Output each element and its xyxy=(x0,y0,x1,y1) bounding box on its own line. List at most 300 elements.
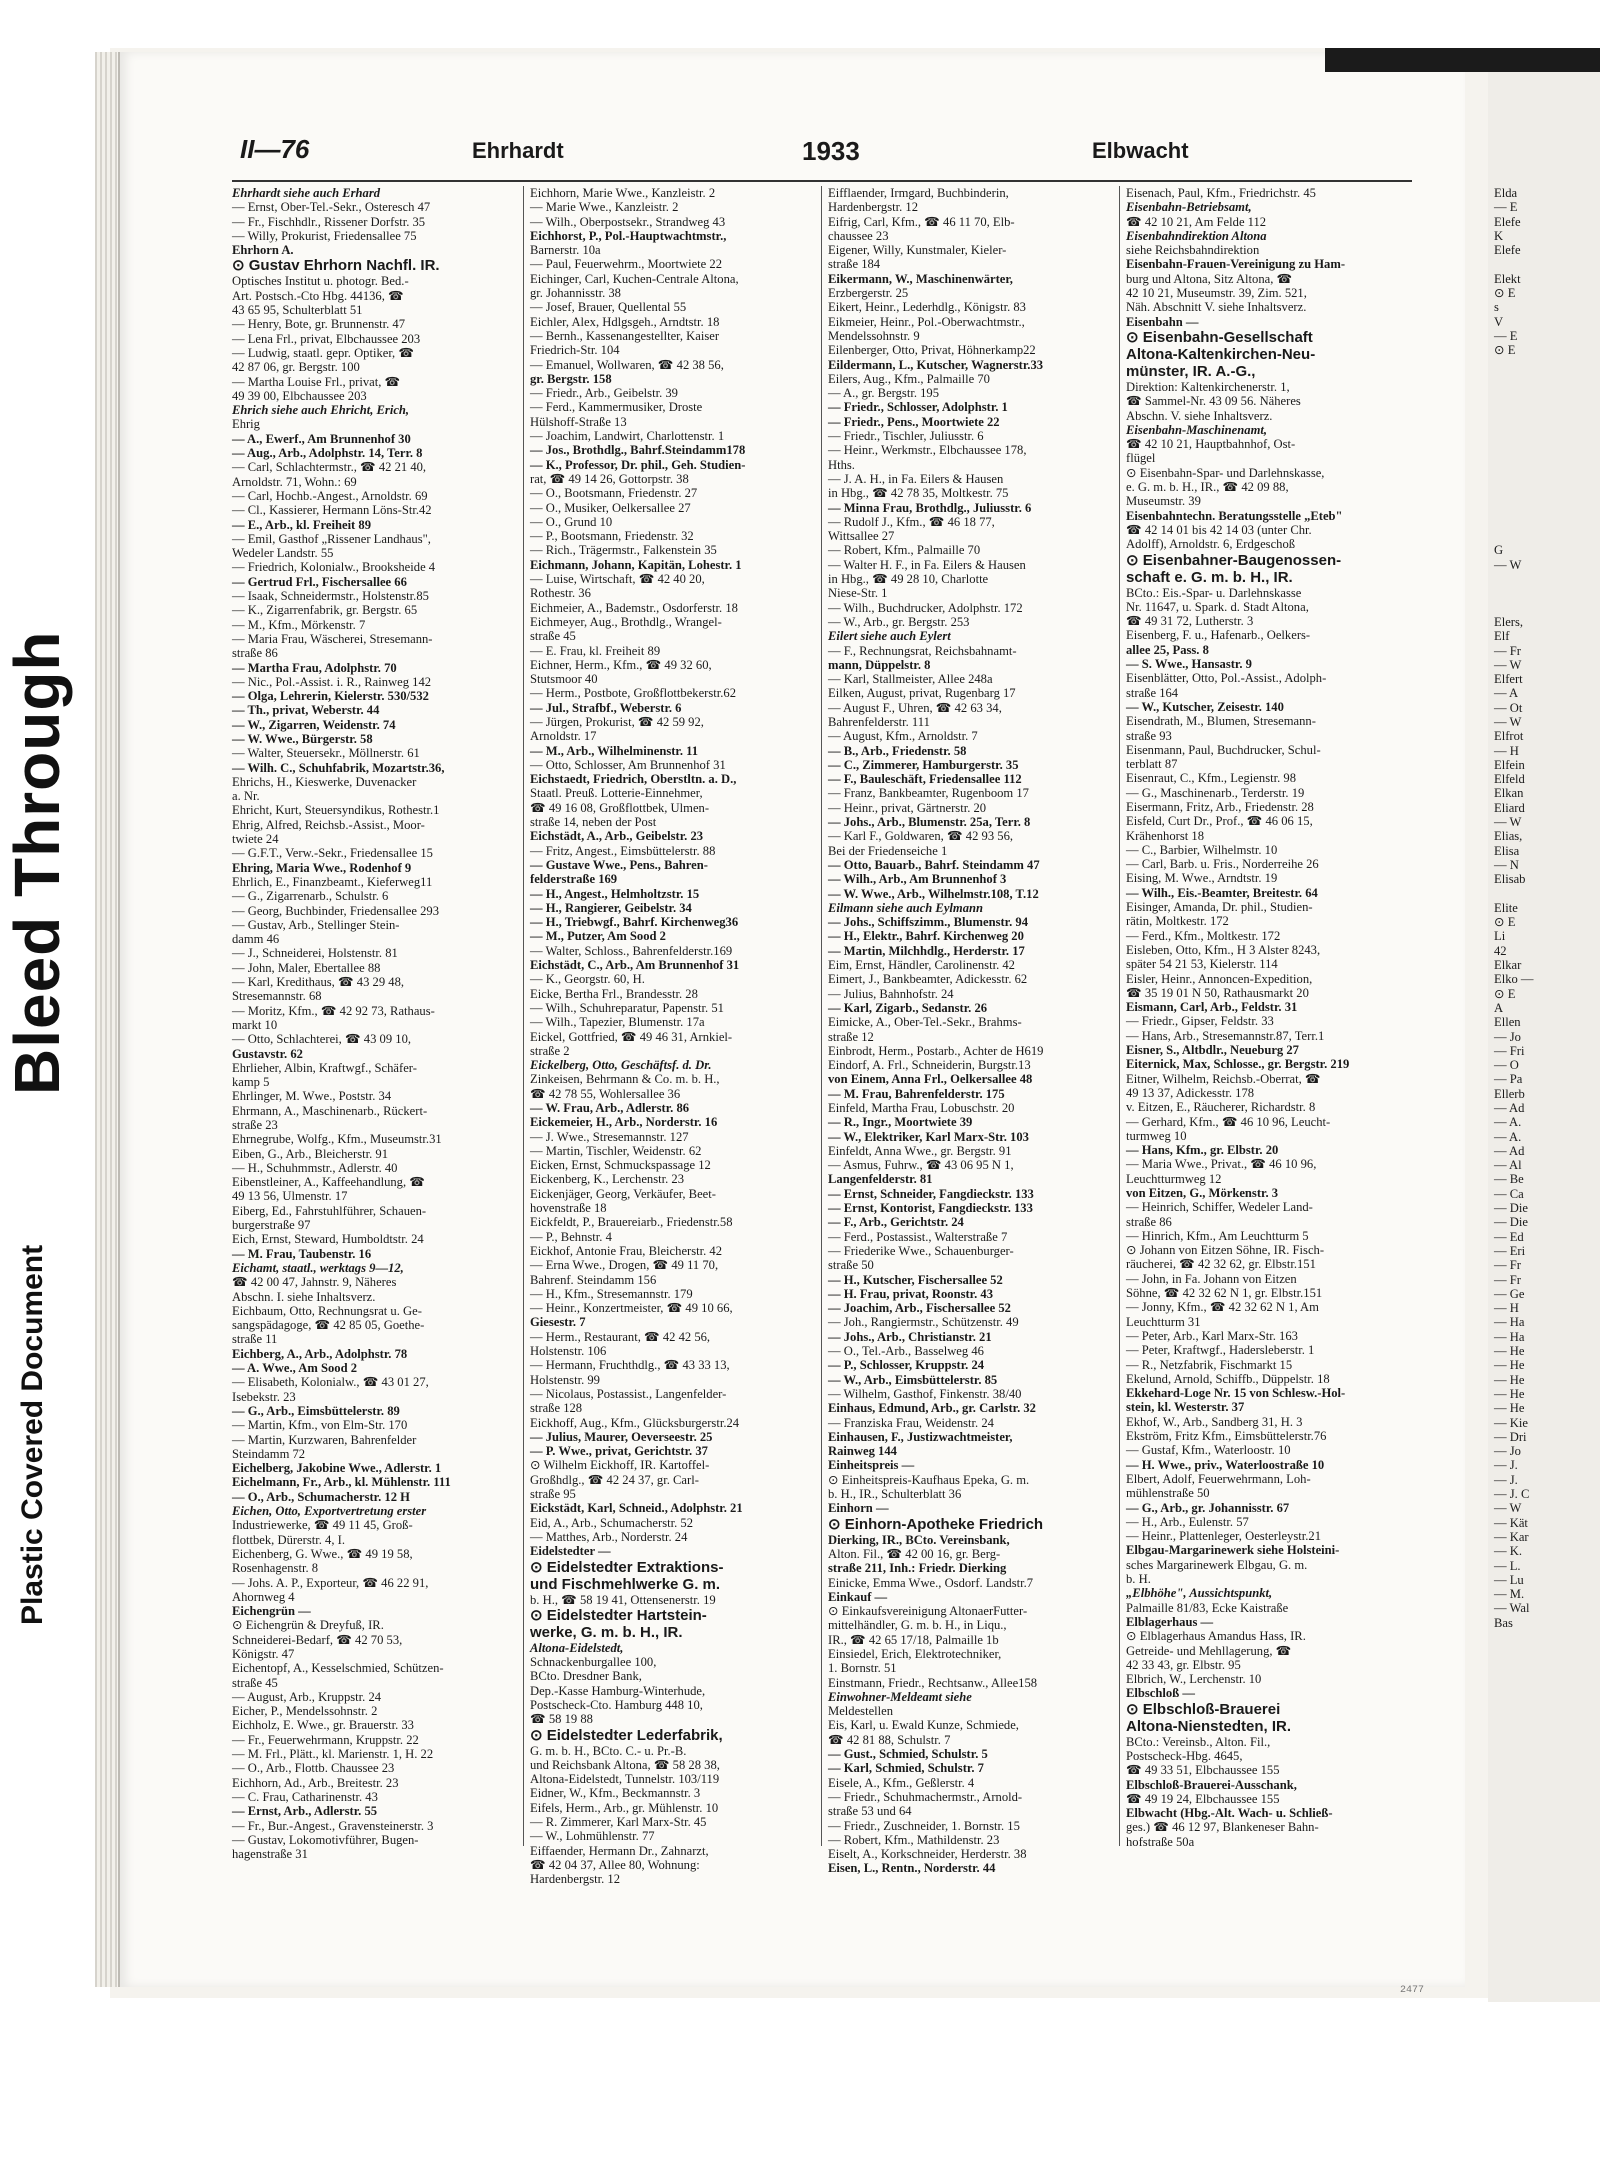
directory-entry: 42 33 43, gr. Elbstr. 95 xyxy=(1126,1657,1241,1672)
directory-entry: — Ernst, Ober-Tel.-Sekr., Osteresch 47 xyxy=(232,200,431,215)
facing-page-line: — Dri xyxy=(1494,1429,1527,1444)
directory-entry: — Friedr., Pens., Moortwiete 22 xyxy=(828,414,1000,429)
directory-entry: Leuchtturm 31 xyxy=(1126,1314,1201,1329)
directory-entry: Rothestr. 36 xyxy=(530,586,591,601)
directory-entry: — Wilh., Oberpostsekr., Strandweg 43 xyxy=(530,214,726,229)
directory-entry: Eim, Ernst, Händler, Carolinenstr. 42 xyxy=(828,958,1015,973)
directory-entry: — Friedr., Tischler, Juliusstr. 6 xyxy=(828,429,984,444)
directory-entry: Eicke, Bertha Frl., Brandesstr. 28 xyxy=(530,986,698,1001)
directory-entry: straße 2 xyxy=(530,1043,570,1058)
directory-entry: — Friederike Wwe., Schauenburger- xyxy=(828,1243,1014,1258)
directory-entry: Eisner, S., Altbdlr., Neueburg 27 xyxy=(1126,1043,1299,1058)
directory-entry: Elbgau-Margarinewerk siehe Holsteini- xyxy=(1126,1543,1340,1558)
directory-entry: — P., Schlosser, Kruppstr. 24 xyxy=(828,1358,985,1373)
directory-entry: — Lena Frl., privat, Elbchaussee 203 xyxy=(232,331,421,346)
directory-entry: Eisenbahndirektion Altona xyxy=(1126,228,1267,243)
directory-entry: — Emanuel, Wollwaren, ☎ 42 38 56, xyxy=(530,357,724,372)
directory-entry: — O., Bootsmann, Friedenstr. 27 xyxy=(530,486,698,501)
directory-entry: — Cl., Kassierer, Hermann Löns-Str.42 xyxy=(232,503,432,518)
directory-entry: ☎ 42 78 55, Wohlersallee 36 xyxy=(530,1086,681,1101)
directory-entry: straße 45 xyxy=(530,629,576,644)
facing-page-line: — N xyxy=(1494,857,1519,872)
directory-entry: — M., Kfm., Mörkenstr. 7 xyxy=(232,617,366,632)
directory-entry: Industriewerke, ☎ 49 11 45, Groß- xyxy=(232,1518,413,1533)
directory-entry: — Hans, Kfm., gr. Elbstr. 20 xyxy=(1126,1143,1279,1158)
directory-entry: — Fritz, Angest., Eimsbüttelerstr. 88 xyxy=(530,843,716,858)
directory-entry: in Hbg., ☎ 42 78 35, Moltkestr. 75 xyxy=(828,486,1009,501)
directory-entry: ☎ 42 10 21, Am Felde 112 xyxy=(1126,214,1267,229)
directory-entry: — Walter H. F., in Fa. Eilers & Hausen xyxy=(828,557,1026,572)
directory-entry: ⊙ Eidelstedter Lederfabrik, xyxy=(530,1726,723,1744)
directory-entry: Eilers, Aug., Kfm., Palmaille 70 xyxy=(828,371,990,386)
directory-entry: mann, Düppelstr. 8 xyxy=(828,657,931,672)
directory-entry: Wittsallee 27 xyxy=(828,529,895,544)
directory-column-1 xyxy=(232,186,514,1862)
directory-entry: Elbschloß-Brauerei-Ausschank, xyxy=(1126,1777,1297,1792)
directory-entry: 42 87 06, gr. Bergstr. 100 xyxy=(232,360,360,375)
directory-entry: — Gustav, Arb., Stellinger Stein- xyxy=(232,917,400,932)
directory-entry: allee 25, Pass. 8 xyxy=(1126,642,1209,657)
directory-entry: Großhdlg., ☎ 42 24 37, gr. Carl- xyxy=(530,1472,699,1487)
directory-entry: Eimicke, A., Ober-Tel.-Sekr., Brahms- xyxy=(828,1015,1022,1030)
directory-entry: — Ferd., Kfm., Moltkestr. 172 xyxy=(1126,928,1281,943)
directory-entry: Eichstädt, A., Arb., Geibelstr. 23 xyxy=(530,829,704,844)
directory-entry: — Karl F., Goldwaren, ☎ 42 93 56, xyxy=(828,829,1014,844)
facing-page-line: Elias, xyxy=(1494,829,1523,844)
facing-page-line xyxy=(1494,486,1594,500)
directory-entry: — Friedr., Gipser, Feldstr. 33 xyxy=(1126,1014,1274,1029)
facing-page-line: — Be xyxy=(1494,1172,1524,1187)
directory-entry: — Jonny, Kfm., ☎ 42 32 62 N 1, Am xyxy=(1126,1300,1319,1315)
directory-entry: Ekkehard-Loge Nr. 15 von Schlesw.-Hol- xyxy=(1126,1386,1346,1401)
directory-entry: Eisermann, Fritz, Arb., Friedenstr. 28 xyxy=(1126,799,1314,814)
directory-entry: — Fr., Bur.-Angest., Gravensteinerstr. 3 xyxy=(232,1818,434,1833)
directory-entry: ☎ 49 19 24, Elbchaussee 155 xyxy=(1126,1791,1280,1806)
directory-entry: — Hans, Arb., Stresemannstr.87, Terr.1 xyxy=(1126,1028,1325,1043)
directory-entry: — Herm., Postbote, Großflottbekerstr.62 xyxy=(530,686,737,701)
directory-entry: — R., Ingr., Moortwiete 39 xyxy=(828,1115,973,1130)
directory-entry: und Fischmehlwerke G. m. xyxy=(530,1575,721,1593)
page-number: II—76 xyxy=(240,134,310,164)
directory-entry: Ehrlieher, Albin, Kraftwgf., Schäfer- xyxy=(232,1060,417,1075)
facing-page-line: Elf xyxy=(1494,629,1510,644)
directory-entry: mühlenstraße 50 xyxy=(1126,1486,1210,1501)
directory-entry: Eichberg, A., Arb., Adolphstr. 78 xyxy=(232,1346,408,1361)
directory-entry: — Heinr., Plattenleger, Oesterleystr.21 xyxy=(1126,1529,1321,1544)
directory-entry: burg und Altona, Sitz Altona, ☎ xyxy=(1126,271,1293,286)
directory-entry: — Fr., Fischhdlr., Rissener Dorfstr. 35 xyxy=(232,214,426,229)
directory-entry: Eichentopf, A., Kesselschmied, Schützen- xyxy=(232,1661,444,1676)
facing-page-line: — Kie xyxy=(1494,1415,1528,1430)
directory-entry: Eichmeier, A., Bademstr., Osdorferstr. 18 xyxy=(530,600,738,615)
directory-entry: 49 13 56, Ulmenstr. 17 xyxy=(232,1189,348,1204)
facing-page-line: — W xyxy=(1494,657,1522,672)
directory-entry: Eifels, Herm., Arb., gr. Mühlenstr. 10 xyxy=(530,1800,719,1815)
directory-entry: siehe Reichsbahndirektion xyxy=(1126,243,1260,258)
directory-entry: — August F., Uhren, ☎ 42 63 34, xyxy=(828,700,1002,715)
facing-page-line: — H xyxy=(1494,743,1519,758)
directory-entry: — Joachim, Landwirt, Charlottenstr. 1 xyxy=(530,429,725,444)
directory-entry: ⊙ Eichengrün & Dreyfuß, IR. xyxy=(232,1618,384,1633)
directory-entry: Ahornweg 4 xyxy=(232,1589,295,1604)
directory-entry: — A. Wwe., Am Sood 2 xyxy=(232,1361,358,1376)
directory-entry: Einkauf — xyxy=(828,1589,888,1604)
directory-entry: — H., Schuhmmstr., Adlerstr. 40 xyxy=(232,1160,398,1175)
directory-entry: — Robert, Kfm., Palmaille 70 xyxy=(828,543,981,558)
header-first-entry: Ehrhardt xyxy=(472,138,564,163)
directory-entry: ☎ 49 31 72, Lutherstr. 3 xyxy=(1126,614,1254,629)
directory-entry: Eismann, Carl, Arb., Feldstr. 31 xyxy=(1126,1000,1298,1015)
directory-entry: 43 65 95, Schulterblatt 51 xyxy=(232,303,363,318)
facing-page-line: — Ca xyxy=(1494,1186,1524,1201)
directory-entry: — Wilh., Tapezier, Blumenstr. 17a xyxy=(530,1015,705,1030)
directory-entry: Eickenjäger, Georg, Verkäufer, Beet- xyxy=(530,1186,716,1201)
directory-entry: Optisches Institut u. photogr. Bed.- xyxy=(232,274,409,289)
directory-entry: Eifflaender, Irmgard, Buchbinderin, xyxy=(828,186,1009,200)
directory-entry: markt 10 xyxy=(232,1017,278,1032)
directory-entry: straße 86 xyxy=(232,646,278,661)
directory-entry: Eickel, Gottfried, ☎ 49 46 31, Arnkiel- xyxy=(530,1029,733,1044)
facing-page-line: V xyxy=(1494,314,1504,329)
directory-entry: Ehricht, Kurt, Steuersyndikus, Rothestr.1 xyxy=(232,803,440,818)
facing-page-line: Li xyxy=(1494,929,1506,944)
directory-entry: — W., Lohmühlenstr. 77 xyxy=(530,1829,655,1844)
facing-page-line: — O xyxy=(1494,1058,1519,1073)
facing-page-line: Elfrot xyxy=(1494,729,1524,744)
directory-entry: Eiselt, A., Korkschneider, Herderstr. 38 xyxy=(828,1847,1027,1862)
directory-entry: Eichenberg, G. Wwe., ☎ 49 19 58, xyxy=(232,1546,413,1561)
directory-entry: — W., Zigarren, Weidenstr. 74 xyxy=(232,717,396,732)
facing-page-line: — Eri xyxy=(1494,1243,1526,1258)
directory-entry: Eisinger, Amanda, Dr. phil., Studien- xyxy=(1126,900,1313,915)
facing-page-line: — Ad xyxy=(1494,1143,1525,1158)
directory-entry: Eichmann, Johann, Kapitän, Lohestr. 1 xyxy=(530,557,742,572)
directory-entry: straße 86 xyxy=(1126,1214,1172,1229)
directory-entry: Holstenstr. 106 xyxy=(530,1344,607,1359)
directory-entry: BCto. Dresdner Bank, xyxy=(530,1669,642,1684)
facing-page-line: — A. xyxy=(1494,1129,1522,1144)
directory-entry: b. H. xyxy=(1126,1572,1151,1587)
facing-page-line xyxy=(1494,472,1594,486)
directory-entry: — Heinr., privat, Gärtnerstr. 20 xyxy=(828,800,987,815)
facing-page-line: Elfeld xyxy=(1494,772,1525,787)
facing-page-line: — Fr xyxy=(1494,643,1521,658)
directory-entry: Abschn. V. siehe Inhaltsverz. xyxy=(1126,408,1273,423)
directory-entry: — Martin, Milchhdlg., Herderstr. 17 xyxy=(828,943,1025,958)
directory-entry: Eichhorn, Marie Wwe., Kanzleistr. 2 xyxy=(530,186,716,200)
plastic-covered-label: Plastic Covered Document xyxy=(16,1244,49,1625)
directory-entry: Gustavstr. 62 xyxy=(232,1046,303,1061)
facing-page-line: — J. xyxy=(1494,1472,1518,1487)
directory-entry: gr. Bergstr. 158 xyxy=(530,371,612,386)
directory-entry: schaft e. G. m. b. H., IR. xyxy=(1126,568,1293,586)
directory-entry: — Johs., Arb., Blumenstr. 25a, Terr. 8 xyxy=(828,815,1031,830)
directory-entry: Eichner, Herm., Kfm., ☎ 49 32 60, xyxy=(530,657,712,672)
directory-entry: ⊙ Einkaufsvereinigung AltonaerFutter- xyxy=(828,1604,1028,1619)
directory-entry: — M. Frau, Bahrenfelderstr. 175 xyxy=(828,1086,1005,1101)
directory-entry: — Friedr., Zuschneider, 1. Bornstr. 15 xyxy=(828,1818,1020,1833)
facing-page-line: Elers, xyxy=(1494,614,1524,629)
facing-page-line: Ellerb xyxy=(1494,1086,1525,1101)
facing-page-line: G xyxy=(1494,543,1504,558)
directory-entry: Eisenberg, F. u., Hafenarb., Oelkers- xyxy=(1126,628,1311,643)
directory-entry: — M. Frau, Taubenstr. 16 xyxy=(232,1246,372,1261)
facing-page-line: Elisab xyxy=(1494,872,1526,887)
directory-entry: von Eitzen, G., Mörkenstr. 3 xyxy=(1126,1186,1279,1200)
directory-entry: — Moritz, Kfm., ☎ 42 92 73, Rathaus- xyxy=(232,1003,435,1018)
facing-page-line xyxy=(1494,572,1594,586)
directory-entry: Einfeldt, Anna Wwe., gr. Bergstr. 91 xyxy=(828,1143,1012,1158)
scan-stamp: 2477 xyxy=(1400,1985,1425,1996)
directory-entry: — Karl, Stallmeister, Allee 248a xyxy=(828,672,993,687)
directory-entry: Adolff), Arnoldstr. 6, Erdgeschoß xyxy=(1126,537,1296,552)
directory-entry: — H., Triebwgf., Bahrf. Kirchenweg36 xyxy=(530,915,739,930)
directory-entry: — H., Elektr., Bahrf. Kirchenweg 20 xyxy=(828,929,1024,944)
facing-page-line: Ellen xyxy=(1494,1015,1521,1030)
directory-entry: — Robert, Kfm., Mathildenstr. 23 xyxy=(828,1832,1000,1847)
directory-entry: — G.F.T., Verw.-Sekr., Friedensallee 15 xyxy=(232,846,433,861)
directory-entry: — F., Bauleschäft, Friedensallee 112 xyxy=(828,772,1022,787)
facing-page-line: A xyxy=(1494,1000,1504,1015)
directory-entry: Einstmann, Friedr., Rechtsanw., Allee158 xyxy=(828,1675,1038,1690)
directory-entry: — Luise, Wirtschaft, ☎ 42 40 20, xyxy=(530,572,705,587)
directory-entry: Elbwacht (Hbg.-Alt. Wach- u. Schließ- xyxy=(1126,1806,1333,1821)
directory-entry: ⊙ Eisenbahner-Baugenossen- xyxy=(1126,551,1342,569)
facing-page-line: — Kar xyxy=(1494,1529,1529,1544)
directory-entry: — R. Zimmerer, Karl Marx-Str. 45 xyxy=(530,1815,707,1830)
facing-page-line: — Ot xyxy=(1494,700,1523,715)
directory-entry: Eickhof, Antonie Frau, Bleicherstr. 42 xyxy=(530,1243,723,1258)
directory-entry: a. Nr. xyxy=(232,789,260,804)
facing-page-line: — Ha xyxy=(1494,1329,1525,1344)
directory-entry: — Asmus, Fuhrw., ☎ 43 06 95 N 1, xyxy=(828,1158,1014,1173)
directory-entry: Eisele, A., Kfm., Geßlerstr. 4 xyxy=(828,1775,975,1790)
directory-entry: Eisenbahn-Maschinenamt, xyxy=(1126,422,1268,437)
directory-entry: chaussee 23 xyxy=(828,228,889,243)
directory-entry: flügel xyxy=(1126,451,1156,466)
directory-entry: — Joh., Rangiermstr., Schützenstr. 49 xyxy=(828,1315,1019,1330)
directory-entry: — G., Zigarrenarb., Schulstr. 6 xyxy=(232,889,389,904)
directory-entry: felderstraße 169 xyxy=(530,872,618,887)
directory-entry: Eichstädt, C., Arb., Am Brunnenhof 31 xyxy=(530,958,740,973)
directory-entry: — Wilh. C., Schuhfabrik, Mozartstr.36, xyxy=(232,760,445,775)
directory-entry: — B., Arb., Friedenstr. 58 xyxy=(828,743,967,758)
directory-entry: Eilenberger, Otto, Privat, Höhnerkamp22 xyxy=(828,343,1036,358)
facing-page-line xyxy=(1494,586,1594,600)
directory-entry: Postscheck-Cto. Hamburg 448 10, xyxy=(530,1697,703,1712)
directory-entry: — Otto, Schlachterei, ☎ 43 09 10, xyxy=(232,1032,412,1047)
directory-entry: „Elbhöhe", Aussichtspunkt, xyxy=(1126,1586,1273,1601)
directory-entry: turmweg 10 xyxy=(1126,1128,1187,1143)
directory-entry: — K., Professor, Dr. phil., Geh. Studien- xyxy=(530,457,746,472)
directory-entry: — W. Frau, Arb., Adlerstr. 86 xyxy=(530,1101,690,1115)
directory-entry: — Joachim, Arb., Fischersallee 52 xyxy=(828,1301,1011,1316)
facing-page-line: — W xyxy=(1494,557,1522,572)
facing-page-line: — Lu xyxy=(1494,1572,1524,1587)
directory-entry: — Karl, Kredithaus, ☎ 43 29 48, xyxy=(232,975,405,990)
facing-page-line xyxy=(1494,372,1594,386)
directory-entry: Abschn. I. siehe Inhaltsverz. xyxy=(232,1289,376,1304)
directory-entry: Wedeler Landstr. 55 xyxy=(232,546,334,561)
directory-entry: und Reichsbank Altona, ☎ 58 28 38, xyxy=(530,1757,720,1772)
directory-entry: Elbschloß — xyxy=(1126,1686,1195,1701)
directory-entry: Ehrichs, H., Kieswerke, Duvenacker xyxy=(232,774,417,789)
facing-page-line: ⊙ E xyxy=(1494,286,1516,301)
directory-entry: Museumstr. 39 xyxy=(1126,494,1201,509)
directory-entry: — Ferd., Postassist., Walterstraße 7 xyxy=(828,1229,1008,1244)
directory-entry: ⊙ Eisenbahn-Gesellschaft xyxy=(1126,328,1313,346)
directory-entry: Einsiedel, Erich, Elektrotechniker, xyxy=(828,1646,1002,1661)
facing-page-line: ⊙ E xyxy=(1494,915,1516,930)
directory-entry: Giesestr. 7 xyxy=(530,1315,586,1330)
directory-entry: Einwohner-Meldeamt siehe xyxy=(828,1689,972,1704)
directory-entry: Eikmeier, Heinr., Pol.-Oberwachtmstr., xyxy=(828,314,1025,329)
directory-entry: — John, in Fa. Johann von Eitzen xyxy=(1126,1271,1297,1286)
directory-entry: ☎ 42 00 47, Jahnstr. 9, Näheres xyxy=(232,1275,397,1290)
facing-page-line: — Ed xyxy=(1494,1229,1524,1244)
directory-entry: damm 46 xyxy=(232,932,280,947)
directory-entry: Steindamm 72 xyxy=(232,1446,306,1461)
directory-entry: burgerstraße 97 xyxy=(232,1218,311,1233)
facing-page-line: Elefe xyxy=(1494,214,1521,229)
directory-entry: hofstraße 50a xyxy=(1126,1834,1195,1849)
directory-entry: Ehrhardt siehe auch Erhard xyxy=(232,186,381,200)
directory-entry: — H., Arb., Eulenstr. 57 xyxy=(1126,1514,1249,1529)
directory-entry: — Carl, Barb. u. Fris., Norderreihe 26 xyxy=(1126,857,1319,872)
directory-entry: Königstr. 47 xyxy=(232,1646,295,1661)
directory-entry: — A., Ewerf., Am Brunnenhof 30 xyxy=(232,431,411,446)
facing-page-line: — Pa xyxy=(1494,1072,1523,1087)
directory-entry: ⊙ Gustav Ehrhorn Nachfl. IR. xyxy=(232,257,440,275)
facing-page-line: — Al xyxy=(1494,1158,1522,1173)
directory-entry: — Karl, Schmied, Schulstr. 7 xyxy=(828,1761,984,1776)
directory-entry: Erzbergerstr. 25 xyxy=(828,286,909,301)
facing-page-line: Elefe xyxy=(1494,243,1521,258)
directory-entry: Getreide- und Mehllagerung, ☎ xyxy=(1126,1643,1292,1658)
directory-entry: Eicken, Ernst, Schmuckspassage 12 xyxy=(530,1158,711,1173)
directory-entry: — W., Arb., Eimsbüttelerstr. 85 xyxy=(828,1372,998,1387)
directory-entry: — S. Wwe., Hansastr. 9 xyxy=(1126,657,1252,672)
directory-entry: ges.) ☎ 46 12 97, Blankeneser Bahn- xyxy=(1126,1820,1319,1835)
facing-page-line: — He xyxy=(1494,1372,1525,1387)
directory-entry: — Jürgen, Prokurist, ☎ 42 59 92, xyxy=(530,714,704,729)
directory-entry: ☎ 42 81 88, Schulstr. 7 xyxy=(828,1732,951,1747)
directory-entry: — August, Kfm., Arnoldstr. 7 xyxy=(828,729,978,744)
directory-entry: — O., Grund 10 xyxy=(530,514,613,529)
directory-entry: Hths. xyxy=(828,457,855,472)
column-divider xyxy=(821,186,822,1846)
facing-page-line: — Kät xyxy=(1494,1515,1528,1530)
directory-entry: Langenfelderstr. 81 xyxy=(828,1172,933,1187)
directory-entry: ☎ 58 19 88 xyxy=(530,1712,593,1727)
directory-entry: — Martha Louise Frl., privat, ☎ xyxy=(232,374,401,389)
directory-entry: flottbek, Dürerstr. 4, I. xyxy=(232,1532,345,1547)
directory-entry: — Heinrich, Schiffer, Wedeler Land- xyxy=(1126,1200,1313,1215)
directory-entry: — J. A. H., in Fa. Eilers & Hausen xyxy=(828,471,1004,486)
directory-entry: Eisenbahn — xyxy=(1126,314,1199,329)
facing-page-line: — Ha xyxy=(1494,1315,1525,1330)
directory-entry: Eisen, L., Rentn., Norderstr. 44 xyxy=(828,1861,996,1876)
facing-page-line: — Fr xyxy=(1494,1272,1521,1287)
directory-entry: 49 13 37, Adickesstr. 178 xyxy=(1126,1085,1255,1100)
directory-entry: — Jos., Brothdlg., Bahrf.Steindamm178 xyxy=(530,443,746,458)
directory-entry: ☎ 42 04 37, Allee 80, Wohnung: xyxy=(530,1857,700,1872)
directory-entry: Arnoldstr. 17 xyxy=(530,729,597,744)
directory-entry: — Ernst, Kontorist, Fangdieckstr. 133 xyxy=(828,1201,1033,1216)
directory-entry: — Gustave Wwe., Pens., Bahren- xyxy=(530,857,708,872)
facing-page-line: — A. xyxy=(1494,1115,1522,1130)
directory-entry: — Johs. A. P., Exporteur, ☎ 46 22 91, xyxy=(232,1575,429,1590)
directory-entry: — K., Zigarrenfabrik, gr. Bergstr. 65 xyxy=(232,603,418,618)
directory-entry: ⊙ Elblagerhaus Amandus Hass, IR. xyxy=(1126,1629,1306,1644)
directory-entry: — H., Angest., Helmholtzstr. 15 xyxy=(530,886,700,901)
directory-entry: — Gerhard, Kfm., ☎ 46 10 96, Leucht- xyxy=(1126,1114,1331,1129)
directory-entry: Friedrich-Str. 104 xyxy=(530,343,620,358)
directory-entry: — P., Behnstr. 4 xyxy=(530,1229,612,1244)
directory-entry: — Gertrud Frl., Fischersallee 66 xyxy=(232,574,407,589)
directory-entry: straße 45 xyxy=(232,1675,278,1690)
facing-page-line: — Jo xyxy=(1494,1029,1521,1044)
directory-entry: — Elisabeth, Kolonialw., ☎ 43 01 27, xyxy=(232,1375,429,1390)
header-rule xyxy=(232,180,1412,182)
directory-entry: Eisfeld, Curt Dr., Prof., ☎ 46 06 15, xyxy=(1126,814,1313,829)
facing-page-line: Elko — xyxy=(1494,972,1534,987)
facing-page-line: — He xyxy=(1494,1358,1525,1373)
facing-page-line: Elkan xyxy=(1494,786,1524,801)
directory-entry: Hülshoff-Straße 13 xyxy=(530,414,627,429)
directory-entry: — G., Arb., gr. Johannisstr. 67 xyxy=(1126,1500,1290,1515)
directory-entry: — Julius, Bahnhofstr. 24 xyxy=(828,986,954,1001)
directory-entry: Eiben, G., Arb., Bleicherstr. 91 xyxy=(232,1146,388,1161)
directory-entry: — H., Rangierer, Geibelstr. 34 xyxy=(530,900,692,915)
directory-entry: von Einem, Anna Frl., Oelkersallee 48 xyxy=(828,1072,1033,1087)
facing-page-line: Bas xyxy=(1494,1615,1513,1630)
directory-entry: Eisenbahn-Betriebsamt, xyxy=(1126,200,1252,215)
directory-entry: Eichbaum, Otto, Rechnungsrat u. Ge- xyxy=(232,1303,422,1318)
directory-entry: — Ernst, Arb., Adlerstr. 55 xyxy=(232,1804,378,1819)
directory-entry: ⊙ Eidelstedter Extraktions- xyxy=(530,1558,724,1576)
directory-entry: 49 39 00, Elbchaussee 203 xyxy=(232,388,367,403)
directory-entry: — Olga, Lehrerin, Kielerstr. 530/532 xyxy=(232,689,429,704)
facing-page-line: K xyxy=(1494,228,1504,243)
directory-entry: — Karl, Zigarb., Sedanstr. 26 xyxy=(828,1000,988,1015)
header-year: 1933 xyxy=(802,136,860,166)
directory-entry: Eichstaedt, Friedrich, Oberstltn. a. D., xyxy=(530,772,737,787)
directory-entry: Leuchtturmweg 12 xyxy=(1126,1171,1222,1186)
facing-page-line xyxy=(1494,515,1594,529)
directory-entry: — Hermann, Fruchthdlg., ☎ 43 33 13, xyxy=(530,1358,730,1373)
directory-entry: ⊙ Wilhelm Eickhoff, IR. Kartoffel- xyxy=(530,1458,710,1473)
directory-entry: — Martin, Tischler, Weidenstr. 62 xyxy=(530,1143,702,1158)
directory-entry: Ehring, Maria Wwe., Rodenhof 9 xyxy=(232,860,412,875)
directory-entry: Bahrenf. Steindamm 156 xyxy=(530,1272,657,1287)
directory-entry: Söhne, ☎ 42 32 62 N 1, gr. Elbstr.151 xyxy=(1126,1286,1323,1301)
directory-entry: Eisenbahntechn. Beratungsstelle „Eteb" xyxy=(1126,508,1343,523)
directory-column-2 xyxy=(530,186,812,1887)
directory-entry: — Wilh., Buchdrucker, Adolphstr. 172 xyxy=(828,600,1023,615)
directory-entry: Eisenblätter, Otto, Pol.-Assist., Adolph- xyxy=(1126,671,1327,686)
directory-entry: — Fr., Feuerwehrmann, Kruppstr. 22 xyxy=(232,1732,419,1747)
directory-entry: Ehrmann, A., Maschinenarb., Rückert- xyxy=(232,1103,428,1118)
directory-entry: werke, G. m. b. H., IR. xyxy=(530,1623,683,1641)
directory-entry: Eigener, Willy, Kunstmaler, Kieler- xyxy=(828,243,1007,258)
directory-entry: — Paul, Feuerwehrm., Moortwiete 22 xyxy=(530,257,723,272)
directory-entry: — Otto, Bauarb., Bahrf. Steindamm 47 xyxy=(828,857,1040,872)
directory-entry: Altona-Nienstedten, IR. xyxy=(1126,1717,1292,1735)
facing-page-line xyxy=(1494,887,1594,901)
directory-entry: Eid, A., Arb., Schumacherstr. 52 xyxy=(530,1515,693,1530)
directory-entry: — Martin, Kurzwaren, Bahrenfelder xyxy=(232,1432,417,1447)
